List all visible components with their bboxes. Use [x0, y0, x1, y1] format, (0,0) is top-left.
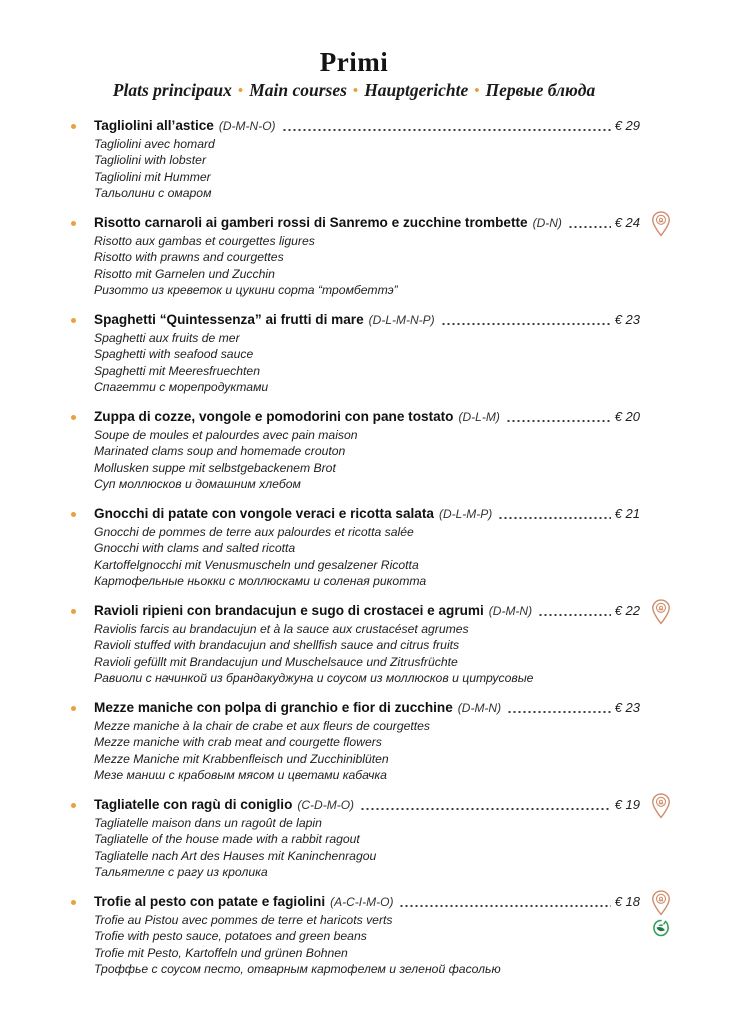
dish-name: Gnocchi di patate con vongole veraci e ricotta salata [94, 505, 434, 521]
dish-translation-line: Ризотто из креветок и цукини сорта “тромбеттэ” [94, 283, 398, 298]
dish-name: Trofie al pesto con patate e fagiolini [94, 893, 326, 909]
dish-translation-line: Kartoffelgnocchi mit Venusmuscheln und gesalzener Ricotta [94, 557, 419, 572]
allergen-codes: (D-M-N) [457, 700, 502, 715]
dish-translation-line: Картофельные ньокки с моллюсками и соленая рикотта [94, 574, 427, 589]
dish-price: € 29 [614, 117, 640, 133]
menu-item [68, 699, 640, 784]
menu-item [68, 311, 640, 396]
subtitle-part: Plats principaux [112, 79, 232, 100]
dish-icons [648, 210, 674, 238]
dish-translations [94, 815, 640, 881]
dish-price: € 18 [614, 893, 640, 909]
dish-translation-line: Tagliatelle maison dans un ragoût de lapin [94, 815, 322, 830]
dish-name: Ravioli ripieni con brandacujun e sugo di crostacei e agrumi [94, 602, 484, 618]
dish-price: € 21 [614, 505, 640, 521]
dish-translations [94, 136, 640, 202]
dish-name: Zuppa di cozze, vongole e pomodorini con pane tostato [94, 408, 454, 424]
dish-translation-line: Spaghetti aux fruits de mer [94, 330, 240, 345]
dish-translation-line: Суп моллюсков и домашним хлебом [94, 477, 301, 492]
dish-translation-line: Tagliatelle nach Art des Hauses mit Kaninchenragou [94, 848, 377, 863]
dish-translation-line: Тальятелле с рагу из кролика [94, 865, 268, 880]
allergen-codes: (D-L-M) [458, 409, 500, 424]
dot-leader [538, 607, 611, 618]
dot-leader [282, 122, 611, 133]
menu-item [68, 214, 640, 299]
dish-translation-line: Tagliolini with lobster [94, 153, 207, 168]
page-subtitle [68, 80, 640, 101]
dish-translation-line: Ravioli stuffed with brandacujun and shellfish sauce and citrus fruits [94, 638, 460, 653]
dish-translation-line: Ravioli gefüllt mit Brandacujun und Muschelsauce und Zitrusfrüchte [94, 654, 458, 669]
dish-translation-line: Risotto with prawns and courgettes [94, 250, 284, 265]
dish-price: € 20 [614, 408, 640, 424]
menu-item [68, 117, 640, 202]
allergen-codes: (D-M-N) [488, 603, 533, 618]
dish-name: Mezze maniche con polpa di granchio e fior di zucchine [94, 699, 453, 715]
dot-leader [568, 219, 611, 230]
dish-translation-line: Спагетти с морепродуктами [94, 380, 269, 395]
dish-price: € 24 [614, 214, 640, 230]
subtitle-separator-dot-icon: • [352, 82, 359, 99]
dish-translations [94, 524, 640, 590]
dish-price: € 22 [614, 602, 640, 618]
subtitle-separator-dot-icon: • [237, 82, 244, 99]
dish-translation-line: Raviolis farcis au brandacujun et à la sauce aux crustacéset agrumes [94, 621, 469, 636]
dish-icons [648, 792, 674, 820]
menu-item [68, 505, 640, 590]
dish-translations [94, 912, 640, 978]
dot-leader [441, 316, 611, 327]
dish-translation-line: Tagliolini avec homard [94, 136, 215, 151]
bullet-dot-icon [71, 900, 76, 905]
subtitle-part: Hauptgerichte [364, 79, 469, 100]
local-pin-icon [650, 598, 672, 626]
dish-translation-line: Spaghetti mit Meeresfruechten [94, 363, 260, 378]
dish-name: Risotto carnaroli ai gamberi rossi di Sanremo e zucchine trombette [94, 214, 528, 230]
dish-translation-line: Trofie mit Pesto, Kartoffeln und grünen Bohnen [94, 945, 348, 960]
dish-price: € 19 [614, 796, 640, 812]
dot-leader [507, 704, 611, 715]
allergen-codes: (D-N) [532, 215, 562, 230]
dish-translation-line: Trofie au Pistou avec pommes de terre et haricots verts [94, 912, 393, 927]
dish-translation-line: Risotto aux gambas et courgettes ligures [94, 233, 315, 248]
page-title: Primi [319, 47, 389, 77]
dish-translation-line: Trofie with pesto sauce, potatoes and green beans [94, 929, 367, 944]
bullet-dot-icon [71, 512, 76, 517]
bullet-dot-icon [71, 124, 76, 129]
bullet-dot-icon [71, 221, 76, 226]
dish-name: Tagliolini all’astice [94, 117, 214, 133]
dish-translation-line: Soupe de moules et palourdes avec pain maison [94, 427, 358, 442]
dish-name: Spaghetti “Quintessenza” ai frutti di mare [94, 311, 364, 327]
dish-translation-line: Gnocchi de pommes de terre aux palourdes et ricotta salée [94, 524, 414, 539]
dish-translation-line: Tagliatelle of the house made with a rabbit ragout [94, 832, 360, 847]
dish-price: € 23 [614, 699, 640, 715]
local-pin-icon [650, 889, 672, 917]
subtitle-separator-dot-icon: • [474, 82, 480, 99]
menu-header [68, 48, 640, 101]
dot-leader [399, 898, 610, 909]
subtitle-part: Main courses [249, 79, 347, 100]
dish-translation-line: Mezze maniche à la chair de crabe et aux fleurs de courgettes [94, 718, 431, 733]
dish-translations [94, 621, 640, 687]
bullet-dot-icon [71, 706, 76, 711]
dish-translations [94, 427, 640, 493]
subtitle-part: Первые блюда [485, 79, 596, 100]
dish-translation-line: Spaghetti with seafood sauce [94, 347, 254, 362]
dish-icons [648, 889, 674, 938]
dish-translations [94, 233, 640, 299]
dish-translation-line: Равиоли с начинкой из брандакуджуна и соусом из моллюсков и цитрусовые [94, 671, 534, 686]
allergen-codes: (D-L-M-P) [438, 506, 493, 521]
dish-translation-line: Mezze maniche with crab meat and courgette flowers [94, 735, 382, 750]
menu-item [68, 893, 640, 978]
allergen-codes: (A-C-I-M-O) [330, 894, 394, 909]
dish-translation-line: Mezze Maniche mit Krabbenfleisch und Zucchiniblüten [94, 751, 389, 766]
dish-translation-line: Мезе маниш с крабовым мясом и цветами кабачка [94, 768, 387, 783]
menu-list [68, 117, 640, 978]
menu-item [68, 408, 640, 493]
bullet-dot-icon [71, 415, 76, 420]
allergen-codes: (D-L-M-N-P) [368, 312, 435, 327]
dish-translation-line: Tagliolini mit Hummer [94, 169, 211, 184]
dish-translation-line: Risotto mit Garnelen und Zucchin [94, 266, 275, 281]
dot-leader [506, 413, 611, 424]
dish-icons [648, 598, 674, 626]
dish-translation-line: Marinated clams soup and homemade crouton [94, 444, 346, 459]
bullet-dot-icon [71, 609, 76, 614]
dot-leader [360, 801, 611, 812]
local-pin-icon [650, 792, 672, 820]
bullet-dot-icon [71, 318, 76, 323]
bullet-dot-icon [71, 803, 76, 808]
vegetarian-icon [651, 918, 671, 938]
dish-translation-line: Тальолини с омаром [94, 186, 212, 201]
menu-item [68, 796, 640, 881]
dish-translations [94, 718, 640, 784]
dish-translation-line: Gnocchi with clams and salted ricotta [94, 541, 296, 556]
dish-translation-line: Mollusken suppe mit selbstgebackenem Brot [94, 460, 336, 475]
dish-price: € 23 [614, 311, 640, 327]
dot-leader [498, 510, 610, 521]
dish-translation-line: Троффье с соусом песто, отварным картофелем и зеленой фасолью [94, 962, 501, 977]
menu-item [68, 602, 640, 687]
allergen-codes: (C-D-M-O) [297, 797, 355, 812]
dish-name: Tagliatelle con ragù di coniglio [94, 796, 293, 812]
dish-translations [94, 330, 640, 396]
allergen-codes: (D-M-N-O) [218, 118, 276, 133]
local-pin-icon [650, 210, 672, 238]
